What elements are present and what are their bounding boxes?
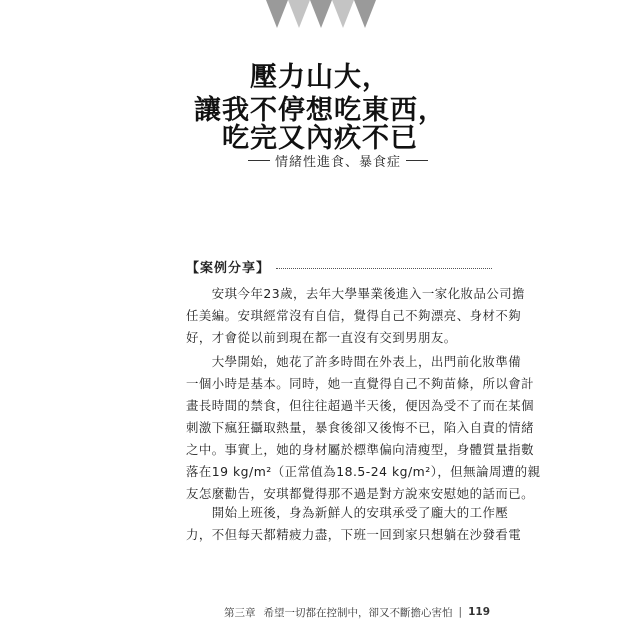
paragraph-line: 一個小時是基本。同時，她一直覺得自己不夠苗條，所以會計 <box>186 376 535 391</box>
paragraph-line: 任美編。安琪經常沒有自信，覺得自己不夠漂亮、身材不夠 <box>186 308 522 323</box>
paragraph-line: 落在19 kg/m²（正常值為18.5-24 kg/m²），但無論周遭的親 <box>186 464 541 479</box>
paragraph-line: 畫長時間的禁食，但往往超過半天後，便因為受不了而在某個 <box>186 398 535 413</box>
page-footer <box>224 604 490 620</box>
case-heading-dotted-rule <box>276 267 492 269</box>
paragraph-line: 之中。事實上，她的身材屬於標準偏向清瘦型，身體質量指數 <box>186 442 535 457</box>
paragraph-line: 開始上班後，身為新鮮人的安琪承受了龐大的工作壓 <box>186 505 509 520</box>
paragraph-line: 刺激下瘋狂攝取熱量，暴食後卻又後悔不已，陷入自責的情緒 <box>186 420 535 435</box>
paragraph-line: 大學開始，她花了許多時間在外表上，出門前化妝準備 <box>186 354 522 369</box>
chapter-title-line-2: 讓我不停想吃東西， <box>194 95 446 126</box>
footer-chapter: 第三章 <box>224 606 256 619</box>
footer-chapter-title: 希望一切都在控制中，卻又不斷擔心害怕 <box>263 606 453 619</box>
paragraph-line: 友怎麼勸告，安琪都覺得那不過是對方說來安慰她的話而已。 <box>186 486 535 501</box>
paragraph-line: 力，不但每天都精疲力盡，下班一回到家只想躺在沙發看電 <box>186 527 522 542</box>
subtitle-rule-right <box>406 160 428 161</box>
case-heading-row <box>186 256 492 276</box>
subtitle-row <box>248 150 428 170</box>
paragraph-1 <box>186 283 526 349</box>
paragraph-line: 安琪今年23歲，去年大學畢業後進入一家化妝品公司擔 <box>186 286 526 301</box>
paragraph-2 <box>186 351 541 505</box>
subtitle-rule-left <box>248 160 270 161</box>
decorative-triangles <box>266 0 376 30</box>
case-heading: 【案例分享】 <box>186 260 271 276</box>
chapter-title-line-3: 吃完又內疚不已 <box>222 123 418 154</box>
paragraph-3 <box>186 502 522 546</box>
footer-separator: | <box>458 606 463 618</box>
chapter-title-line-1: 壓力山大， <box>250 62 390 93</box>
subtitle: 情緒性進食、暴食症 <box>274 154 401 170</box>
paragraph-line: 好，才會從以前到現在都一直沒有交到男朋友。 <box>186 330 457 345</box>
page-number: 119 <box>468 606 490 618</box>
